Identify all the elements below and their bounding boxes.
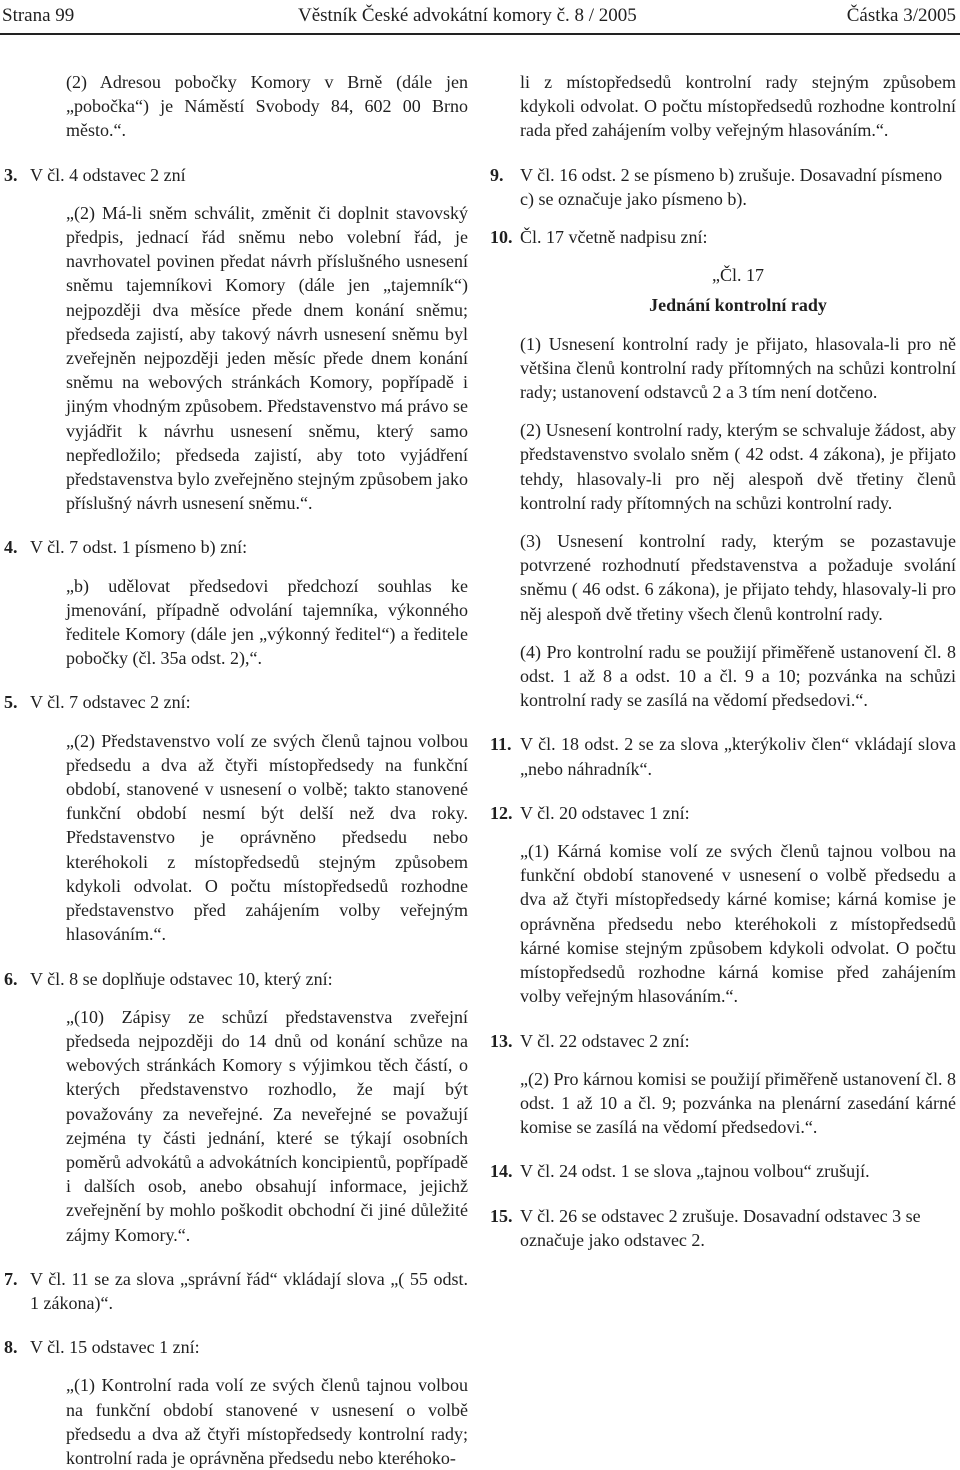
item-text: V čl. 24 odst. 1 se slova „tajnou volbou“ zrušují. bbox=[520, 1161, 870, 1182]
item-text: V čl. 7 odstavec 2 zní: bbox=[30, 692, 191, 713]
quoted-block: „(2) Má-li sněm schválit, změnit či doplnit stavovský předpis, jednací řád sněmu nebo volební řád, je navrhovatel povinen předat návrh příslušného usnesení sněmu tajemníkovi Komory (dále jen „tajemník“) nejpozději dva měsíce přede dnem konání sněmu; předseda zajistí, aby takový návrh usnesení sněmu byl zveřejněn nejpozději jeden měsíc přede dnem konání sněmu na webových stránkách Komory, popřípadě i jiným vhodným způsobem. Představenstvo má právo se vyjádřit k návrhu usnesení sněmu, který samo nepředložilo; předseda zajistí, aby toto vyjádření představenstva bylo zveřejněno stejným způsobem jako příslušný návrh usnesení sněmu.“. bbox=[66, 202, 468, 514]
item-text: V čl. 4 odstavec 2 zní bbox=[30, 164, 186, 185]
item-number: 3. bbox=[4, 164, 18, 185]
page-number: Strana 99 bbox=[2, 5, 75, 26]
list-item bbox=[490, 732, 956, 780]
item-text: V čl. 20 odstavec 1 zní: bbox=[520, 802, 690, 823]
journal-title: Věstník České advokátní komory č. 8 / 2005 bbox=[298, 5, 637, 26]
item-number: 7. bbox=[4, 1268, 18, 1289]
item-number: 13. bbox=[490, 1030, 513, 1051]
item-text: V čl. 11 se za slova „správní řád“ vkládají slova „( 55 odst. 1 zákona)“. bbox=[30, 1268, 468, 1313]
item-number: 15. bbox=[490, 1205, 513, 1226]
item-number: 8. bbox=[4, 1337, 18, 1358]
right-column bbox=[490, 70, 956, 1252]
continued-paragraph: li z místopředsedů kontrolní rady stejným způsobem kdykoli odvolat. O počtu místopředsedů rozhodne kontrolní rada před zahájením volby veřejným hlasováním.“. bbox=[520, 72, 956, 141]
item-number: 9. bbox=[490, 164, 504, 185]
list-item bbox=[4, 535, 468, 559]
quoted-block: „(10) Zápisy ze schůzí představenstva zveřejní předseda nejpozději do 14 dnů od konání schůze na webových stránkách Komory s výjimkou těch částí, o kterých představenstvo rozhodlo, že mají být považovány za neveřejné. Za neveřejné se považují zejména ty části jednání, které se týkají osobních poměrů advokátů a advokátních koncipientů, popřípadě i dalších osob, anebo obsahují informace, jejichž zveřejnění by mohlo poškodit obchodní či jiné důležité zájmy Komory.“. bbox=[66, 1006, 468, 1245]
quoted-block: „(1) Kontrolní rada volí ze svých členů tajnou volbou na funkční období stanovené v usnesení o volbě předsedu a dva až čtyři místopředsedy kontrolní rady; kontrolní rada je oprávněna předsedu nebo kteréhoko- bbox=[66, 1375, 468, 1468]
header-rule bbox=[0, 33, 960, 35]
list-item bbox=[490, 801, 956, 825]
list-item bbox=[4, 967, 468, 991]
item-text: V čl. 26 se odstavec 2 zrušuje. Dosavadní odstavec 3 se označuje jako odstavec 2. bbox=[520, 1205, 921, 1250]
item-text: V čl. 16 odst. 2 se písmeno b) zrušuje. Dosavadní písmeno c) se označuje jako písmeno b). bbox=[520, 164, 943, 209]
item-text: V čl. 8 se doplňuje odstavec 10, který zní: bbox=[30, 968, 333, 989]
item-number: 4. bbox=[4, 537, 18, 558]
item-number: 11. bbox=[490, 734, 512, 755]
list-item bbox=[4, 690, 468, 714]
item-number: 5. bbox=[4, 692, 18, 713]
paragraph-3: (3) Usnesení kontrolní rady, kterým se pozastavuje potvrzené rozhodnutí představenstva a požaduje svolání sněmu ( 46 odst. 6 zákona), je přijato tehdy, hlasovaly-li pro něj alespoň dvě třetiny všech členů kontrolní rady. bbox=[520, 531, 956, 624]
item-number: 10. bbox=[490, 227, 513, 248]
item-number: 12. bbox=[490, 802, 513, 823]
quoted-block: „b) udělovat předsedovi předchozí souhlas ke jmenování, případně odvolání tajemníka, výkonného ředitele Komory (dále jen „výkonný ředitel“) a ředitele pobočky (čl. 35a odst. 2),“. bbox=[66, 575, 468, 669]
paragraph-2: (2) Usnesení kontrolní rady, kterým se schvaluje žádost, aby představenstvo svolalo sněm ( 42 odst. 4 zákona), je přijato tehdy, hlasovaly-li pro něj alespoň dvě třetiny členů kontrolní rady přítomných na schůzi kontrolní rady. bbox=[520, 420, 956, 513]
issue-part: Částka 3/2005 bbox=[846, 5, 956, 26]
list-item bbox=[4, 1267, 468, 1315]
item-number: 6. bbox=[4, 968, 18, 989]
quoted-block: „(2) Pro kárnou komisi se použijí přiměřeně ustanovení čl. 8 odst. 1 až 10 a čl. 9; pozvánka na plenární zasedání kárné komise se zasílá na vědomí předsedovi.“. bbox=[520, 1068, 956, 1138]
list-item bbox=[4, 1335, 468, 1359]
item-number: 14. bbox=[490, 1161, 513, 1182]
item-text: Čl. 17 včetně nadpisu zní: bbox=[520, 227, 708, 248]
list-item bbox=[490, 1159, 956, 1183]
quoted-block: „(2) Představenstvo volí ze svých členů tajnou volbou předsedu a dva až čtyři místopředsedy na funkční období, stanovené v usnesení o volbě; takto stanovené funkční období nesmí být delší než dva roky. Představenstvo je oprávněno předsedu nebo kteréhokoli z místopředsedů stejným způsobem kdykoli odvolat. O počtu místopředsedů rozhodne představenstvo před zahájením volby veřejným hlasováním.“. bbox=[66, 730, 468, 945]
article-title: Jednání kontrolní rady bbox=[649, 295, 827, 316]
left-column bbox=[4, 70, 468, 1470]
item-text: V čl. 15 odstavec 1 zní: bbox=[30, 1337, 200, 1358]
item-text: V čl. 7 odst. 1 písmeno b) zní: bbox=[30, 537, 248, 558]
list-item bbox=[490, 163, 956, 211]
article-number: „Čl. 17 bbox=[712, 265, 764, 286]
item-text: V čl. 22 odstavec 2 zní: bbox=[520, 1030, 690, 1051]
item-text: V čl. 18 odst. 2 se za slova „kterýkoliv člen“ vkládají slova „nebo náhradník“. bbox=[520, 734, 956, 779]
list-item bbox=[4, 163, 468, 187]
quoted-block: „(1) Kárná komise volí ze svých členů tajnou volbou na funkční období stanovené v usnesení o volbě předsedu a dva až čtyři místopředsedy kárné komise; kárná komise je oprávněna předsedu nebo kteréhokoli z místopředsedů kárné komise stejným způsobem kdykoli odvolat. O počtu místopředsedů rozhodne kárná komise před zahájením volby veřejným hlasováním.“. bbox=[520, 841, 956, 1007]
page-header bbox=[0, 0, 960, 32]
paragraph-4: (4) Pro kontrolní radu se použijí přiměřeně ustanovení čl. 8 odst. 1 až 8 a odst. 10 a čl. 9 a 10; pozvánka na schůzi kontrolní rady se zasílá na vědomí předsedovi.“. bbox=[520, 641, 956, 711]
paragraph-adresa: (2) Adresou pobočky Komory v Brně (dále jen „pobočka“) je Náměstí Svobody 84, 602 00 Brno město.“. bbox=[66, 72, 468, 141]
paragraph-1: (1) Usnesení kontrolní rady je přijato, hlasovala-li pro ně většina členů kontrolní rady přítomných na schůzi kontrolní rady; ustanovení odstavců 2 a 3 tím není dotčeno. bbox=[520, 333, 956, 403]
list-item bbox=[490, 1029, 956, 1053]
list-item bbox=[490, 1204, 956, 1252]
list-item bbox=[490, 225, 956, 249]
